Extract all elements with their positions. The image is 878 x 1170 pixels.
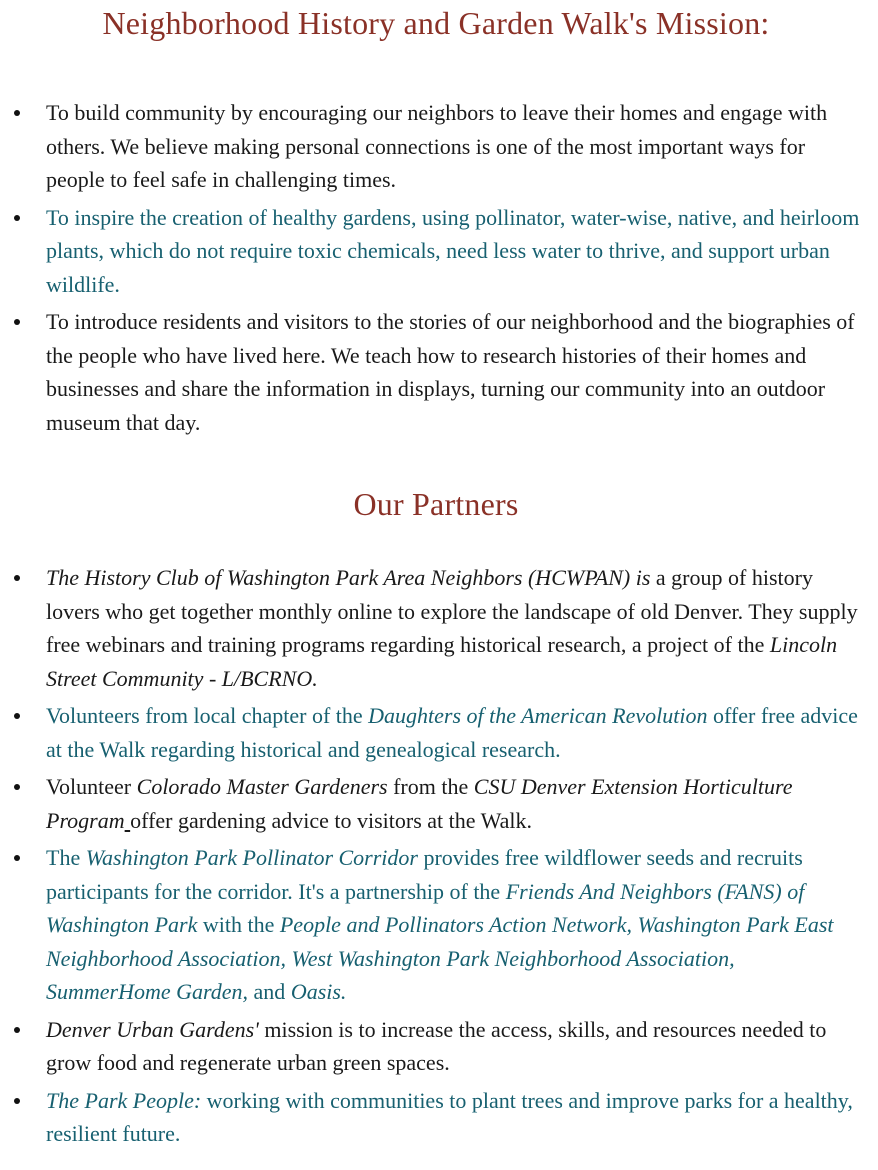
partner-item-master-gardeners: Volunteer Colorado Master Gardeners from the CSU Denver Extension Horticulture Program offer gardening advice to visitors at the Walk.: [8, 770, 864, 837]
partner-org-name: The History Club of Washington Park Area Neighbors (HCWPAN) is: [46, 565, 651, 590]
partner-fans-name: Friends And Neighbors (FANS) of Washington Park: [46, 878, 805, 937]
partner-org-name: The Park People:: [46, 1087, 202, 1113]
partner-item-dar: Volunteers from local chapter of the Daughters of the American Revolution offer free advice at the Walk regarding historical and genealogical research.: [8, 699, 864, 766]
partner-program-name: CSU Denver Extension Horticulture Program: [46, 774, 793, 833]
mission-item-stories: To introduce residents and visitors to the stories of our neighborhood and the biographies of the people who have lived here. We teach how to research histories of their homes and businesses and share the information in displays, turning our community into an outdoor museum that day.: [8, 305, 864, 439]
mission-item-gardens: To inspire the creation of healthy gardens, using pollinator, water-wise, native, and heirloom plants, which do not require toxic chemicals, need less water to thrive, and support urban wildlife.: [8, 201, 864, 302]
partner-org-name: Daughters of the American Revolution: [368, 703, 708, 728]
partner-item-pollinator-corridor: The Washington Park Pollinator Corridor provides free wildflower seeds and recruits participants for the corridor. It's a partnership of the Friends And Neighbors (FANS) of Washington Park with the People and Pollinators Action Network, Washington Park East Neighborhood Association, West Washington Park Neighborhood Association, SummerHome Garden, and Oasis.: [8, 841, 864, 1009]
partner-orgs-list: People and Pollinators Action Network, Washington Park East Neighborhood Association, West Washington Park Neighborhood Association, SummerHome Garden,: [46, 912, 834, 1004]
partner-item-history-club: The History Club of Washington Park Area Neighbors (HCWPAN) is a group of history lovers who get together monthly online to explore the landscape of old Denver. They supply free webinars and training programs regarding historical research, a project of the Lincoln Street Community - L/BCRNO.: [8, 561, 864, 695]
partner-org-name: Washington Park Pollinator Corridor: [85, 845, 418, 870]
partner-oasis-name: Oasis.: [290, 979, 347, 1004]
partner-item-urban-gardens: Denver Urban Gardens' mission is to increase the access, skills, and resources needed to grow food and regenerate urban green spaces.: [8, 1013, 864, 1080]
partner-org-name: Denver Urban Gardens': [46, 1016, 259, 1042]
partners-heading: Our Partners: [353, 486, 519, 522]
mission-item-community: To build community by encouraging our neighbors to leave their homes and engage with others. We believe making personal connections is one of the most important ways for people to feel safe in challenging times.: [8, 96, 864, 197]
partner-item-park-people: The Park People: working with communities to plant trees and improve parks for a healthy, resilient future.: [8, 1084, 864, 1151]
partner-project-name: Lincoln Street Community - L/BCRNO.: [46, 632, 838, 691]
partner-org-name: Colorado Master Gardeners: [136, 774, 388, 799]
mission-heading: Neighborhood History and Garden Walk's Mission:: [102, 5, 770, 41]
partners-list: [8, 561, 864, 1151]
mission-list: [8, 96, 864, 439]
